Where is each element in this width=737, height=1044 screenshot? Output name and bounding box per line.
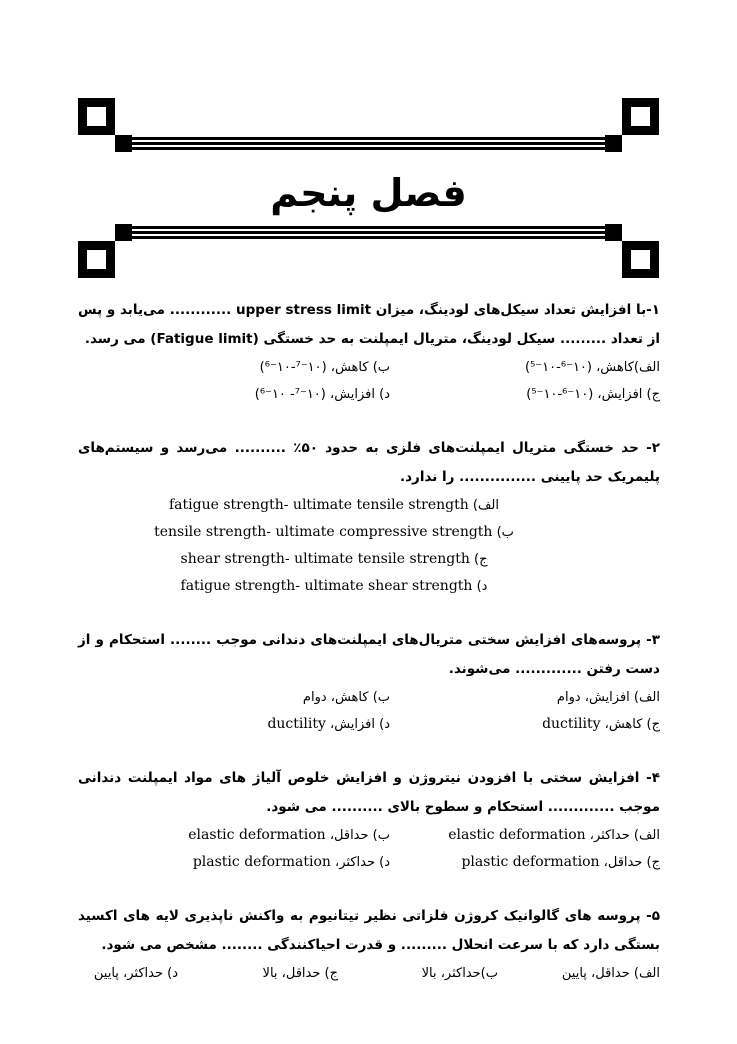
question-2-option-b[interactable] (78, 519, 660, 546)
option-text: fatigue strength- ultimate tensile strength (169, 497, 469, 513)
question-3-option-d[interactable]: د) افزایش، ductility (267, 716, 390, 732)
question-2-text: ۲- حد خستگی متریال ایمپلنت‌های فلزی به حدود ۵۰٪ .......... می‌رسد و سیستم‌های پلیمریک حد پایینی ............... را ندارد. (78, 440, 660, 485)
option-label: ب) (496, 525, 514, 540)
option-label: د) (476, 579, 488, 594)
question-3-text: ۳- پروسه‌های افزایش سختی متریال‌های ایمپلنت‌های دندانی موجب ........ استحکام و از دست رفتن ............. می‌شوند. (78, 632, 660, 677)
question-1-option-a[interactable]: الف)کاهش، (۱۰⁻⁶-۱۰⁻⁵) (525, 360, 660, 375)
question-3-options-row-2 (78, 711, 660, 738)
question-3-options-row-1 (78, 684, 660, 711)
option-label: الف) (472, 498, 499, 513)
question-2-option-a[interactable] (78, 492, 660, 519)
option-text: shear strength- ultimate tensile strength (180, 551, 470, 567)
question-2-option-d[interactable] (78, 573, 660, 600)
questions-section (78, 296, 660, 987)
chapter-title: فصل پنجم (270, 171, 467, 215)
question-4-options-row-2 (78, 849, 660, 876)
question-2-option-c[interactable] (78, 546, 660, 573)
question-1-text: ۱-با افزایش تعداد سیکل‌های لودینگ، میزان upper stress limit ............ می‌یابد و پس از تعداد ......... سیکل لودینگ، متریال ایمپلنت به حد خستگی (Fatigue limit) می رسد. (78, 302, 660, 347)
question-1-option-d[interactable]: د) افزایش، (۱۰⁻⁷- ۱۰⁻⁶) (254, 387, 390, 402)
question-1-option-b[interactable]: ب) کاهش، (۱۰⁻⁷-۱۰⁻⁶) (259, 360, 390, 375)
question-1-option-c[interactable]: ج) افزایش، (۱۰⁻⁶-۱۰⁻⁵) (526, 387, 660, 402)
question-5-option-c[interactable]: ج) حداقل، بالا (262, 966, 338, 981)
question-4-option-d[interactable]: د) حداکثر، plastic deformation (192, 854, 390, 870)
question-4-options-row-1 (78, 822, 660, 849)
question-4-option-a[interactable]: الف) حداکثر، elastic deformation (448, 827, 660, 843)
option-text: fatigue strength- ultimate shear strength (180, 578, 473, 594)
question-5-text: ۵- پروسه های گالوانیک کروژن فلزاتی نظیر تیتانیوم به واکنش ناپذیری لایه های اکسید بستگی دارد که با سرعت انحلال ......... و قدرت احیاکنندگی ........ مشخص می شود. (78, 908, 660, 953)
question-4-text: ۴- افزایش سختی با افزودن نیتروژن و افزایش خلوص آلیاژ های مواد ایمپلنت دندانی موجب ............. استحکام و سطوح بالای .......... می شود. (78, 770, 660, 815)
question-3-option-c[interactable]: ج) کاهش، ductility (542, 716, 660, 732)
question-5-option-b[interactable]: ب)حداکثر، بالا (421, 966, 498, 981)
chapter-header-frame (0, 0, 737, 300)
question-1-options-row-1 (78, 354, 660, 381)
question-1-options-row-2 (78, 381, 660, 408)
option-text: tensile strength- ultimate compressive strength (154, 524, 493, 540)
option-label: ج) (474, 552, 488, 567)
question-5-option-d[interactable]: د) حداکثر، پایین (93, 966, 178, 981)
question-5-options-row (78, 960, 660, 987)
question-4-option-b[interactable]: ب) حداقل، elastic deformation (188, 827, 390, 843)
question-3-option-b[interactable]: ب) کاهش، دوام (302, 690, 390, 705)
question-3-option-a[interactable]: الف) افزایش، دوام (556, 690, 660, 705)
question-4-option-c[interactable]: ج) حداقل، plastic deformation (461, 854, 660, 870)
question-5-option-a[interactable]: الف) حداقل، پایین (561, 966, 660, 981)
